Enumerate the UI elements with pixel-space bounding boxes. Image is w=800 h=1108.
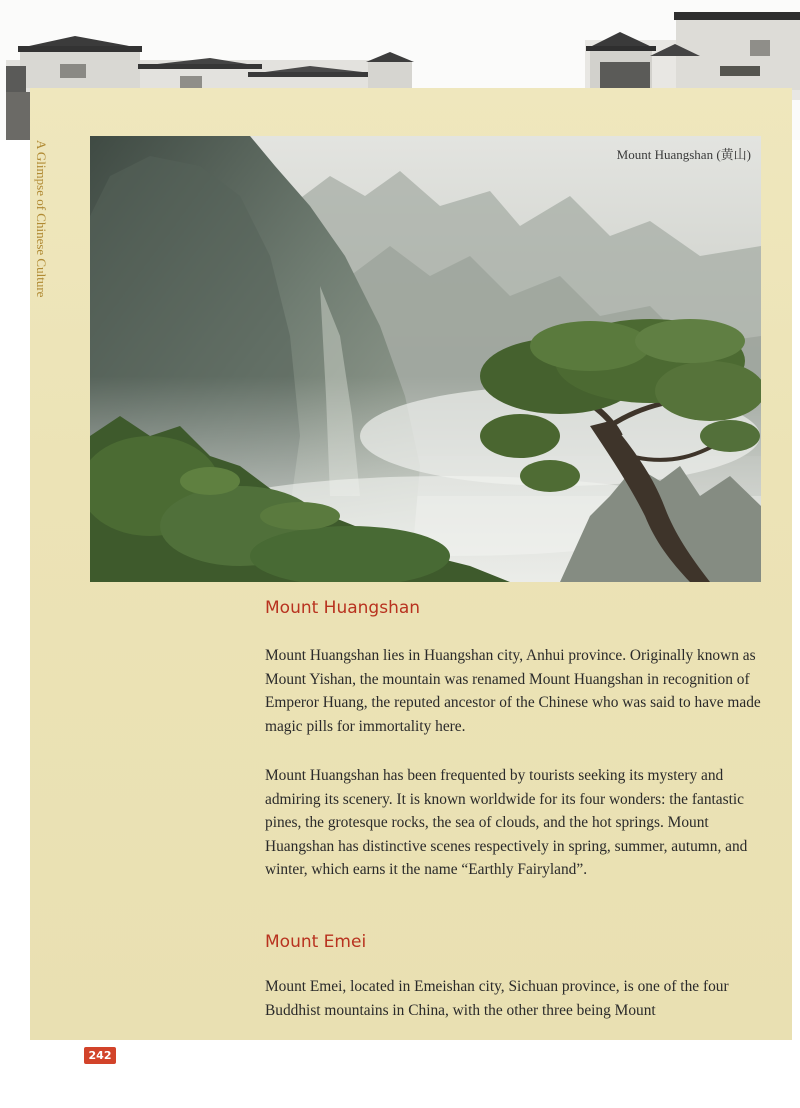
paragraph-huangshan-wonders: Mount Huangshan has been frequented by tourists seeking its mystery and admiring its scenery. It is known worldwide for its four wonders: the fantastic pines, the grotesque rocks, the sea of clouds, and the hot springs. Mount Huangshan has distinctive scenes respectively in spring, summer, autumn, and winter, which earns it the name “Earthly Fairyland”. (265, 767, 748, 878)
section-heading-mount-huangshan: Mount Huangshan (265, 598, 421, 618)
mountain-landscape-image (90, 136, 761, 582)
paragraph-emei-intro: Mount Emei, located in Emeishan city, Sichuan province, is one of the four Buddhist mountains in China, with the other three being Mount (265, 978, 729, 1019)
running-title-text: A Glimpse of Chinese Culture (34, 140, 49, 298)
page-number-badge: 242 (84, 1047, 116, 1064)
photo-caption: Mount Huangshan (黄山) (616, 147, 751, 162)
mount-huangshan-photo (90, 136, 761, 582)
running-title (35, 140, 49, 310)
section-heading-mount-emei: Mount Emei (265, 932, 367, 952)
paragraph-huangshan-history: Mount Huangshan lies in Huangshan city, Anhui province. Originally known as Mount Yishan, the mountain was renamed Mount Huangshan in recognition of Emperor Huang, the reputed ancestor of the Chinese who was said to have made magic pills for immortality here. (265, 647, 761, 735)
